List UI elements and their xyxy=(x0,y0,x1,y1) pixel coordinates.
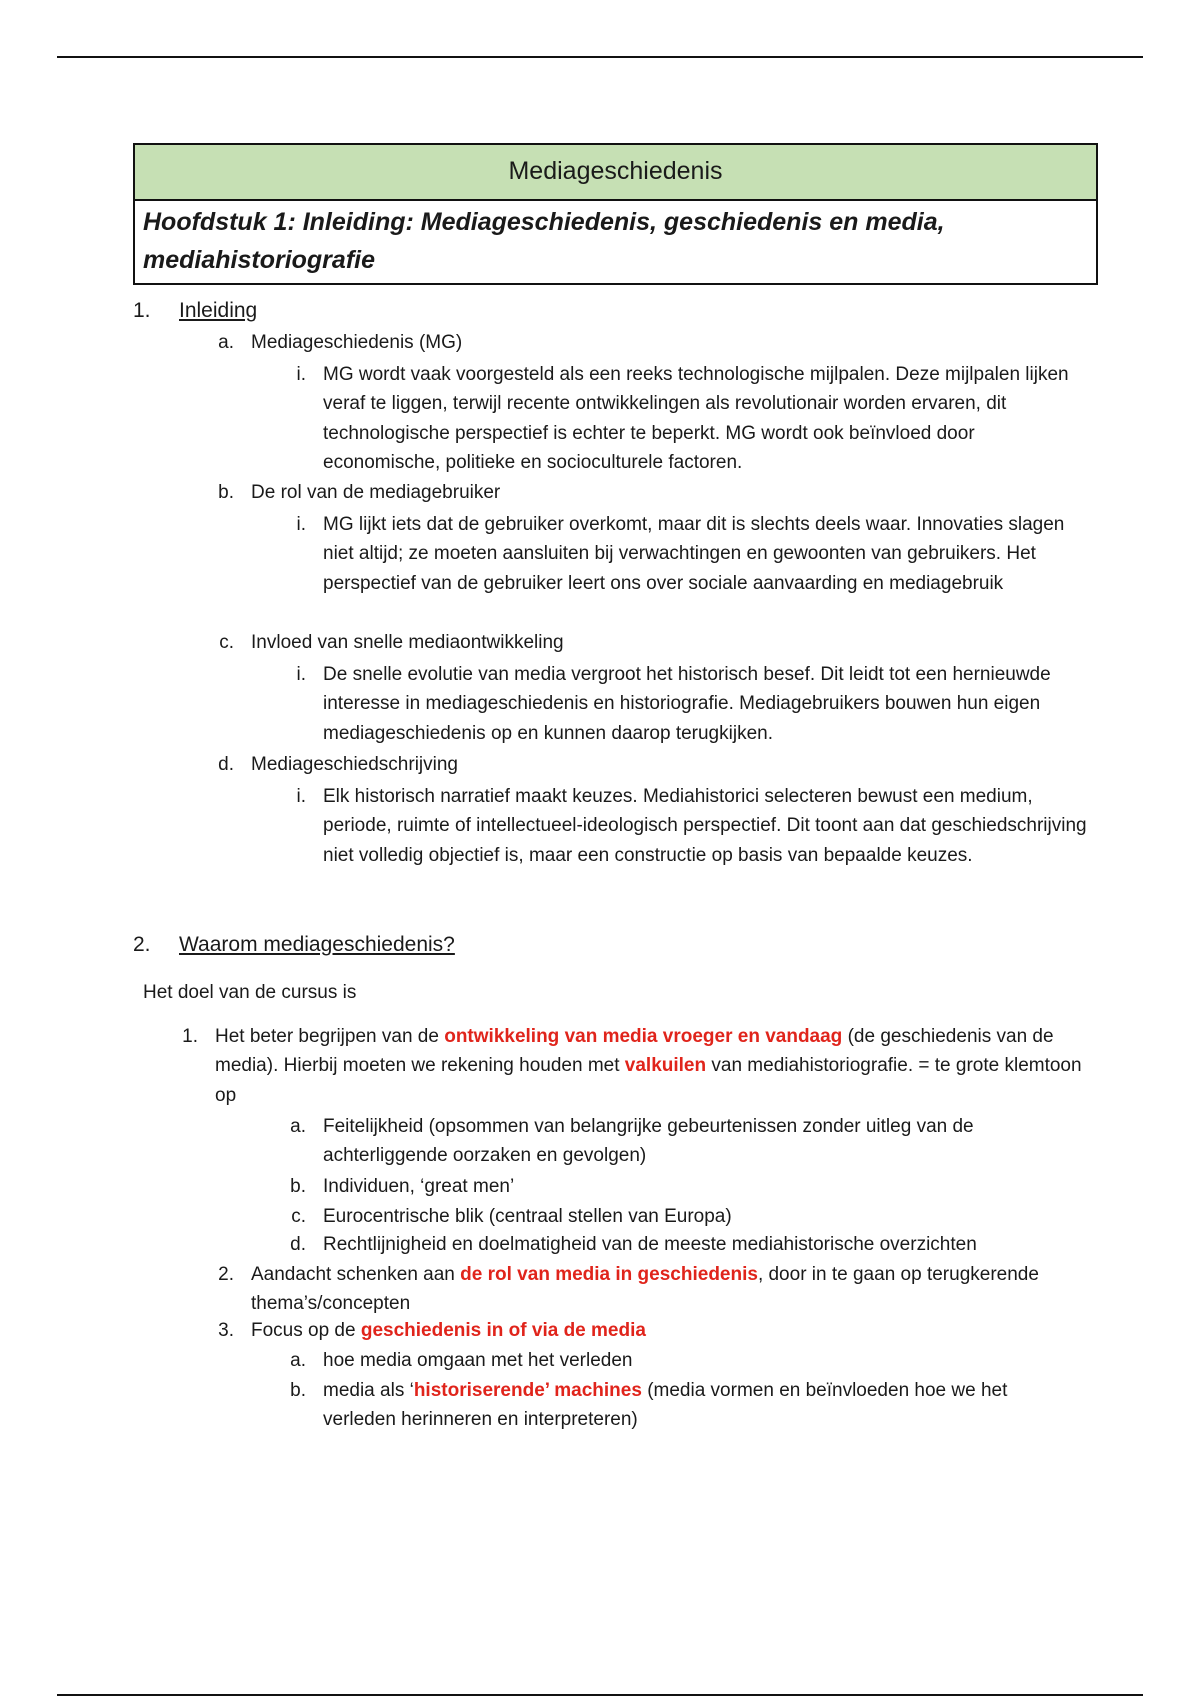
goal-1-mid: (de geschiedenis van de media). Hierbij moeten we rekening houden met xyxy=(215,1026,1054,1077)
item-c-text: De snelle evolutie van media vergroot het historisch besef. Dit leidt tot een hernieuwde interesse in mediageschiedenis en historiografie. Mediagebruikers bouwen hun eigen mediageschiedenis op en kunnen daarop terugkijken. xyxy=(323,664,1051,744)
goal-1-post: van mediahistoriografie. = te grote klemtoon op xyxy=(215,1055,1082,1106)
section-1-number: 1. xyxy=(133,299,151,322)
goal-1-pre: Het beter begrijpen van de xyxy=(215,1026,445,1047)
goal-3-pre: Focus op de xyxy=(251,1320,361,1341)
item-a-text: MG wordt vaak voorgesteld als een reeks technologische mijlpalen. Deze mijlpalen lijken veraf te liggen, terwijl recente ontwikkelingen als revolutionair worden ervaren, dit technologische perspectief is echter te beperkt. MG wordt ook beïnvloed door economische, politieke en socioculturele factoren. xyxy=(323,364,1069,474)
goal-1-sub-a-text: Feitelijkheid (opsommen van belangrijke gebeurtenissen zonder uitleg van de achterliggende oorzaken en gevolgen) xyxy=(323,1116,974,1167)
section-1-heading: Inleiding xyxy=(179,299,258,322)
goal-2-text xyxy=(251,1260,1091,1319)
goal-2-pre: Aandacht schenken aan xyxy=(251,1264,461,1285)
document-title: Mediageschiedenis xyxy=(135,145,1096,201)
goal-3-sub-b-post: (media vormen en beïnvloeden hoe we het verleden herinneren en interpreteren) xyxy=(323,1380,1008,1431)
goal-3-marker: 3. xyxy=(218,1320,234,1341)
item-c-sub-marker: i. xyxy=(296,664,306,685)
goal-3-sub-b-pre: media als ‘ xyxy=(323,1380,414,1401)
item-b-title: De rol van de mediagebruiker xyxy=(251,482,501,503)
goal-1-sub-b-marker: b. xyxy=(290,1176,306,1197)
item-b-sub-marker: i. xyxy=(296,514,306,535)
goal-3-highlight: geschiedenis in of via de media xyxy=(360,1320,646,1341)
bottom-rule xyxy=(57,1694,1143,1696)
goal-3-sub-b-text xyxy=(323,1376,1083,1435)
item-a-marker: a. xyxy=(218,332,234,353)
title-table xyxy=(133,143,1098,285)
item-a-sub-marker: i. xyxy=(296,364,306,385)
chapter-title: Hoofdstuk 1: Inleiding: Mediageschiedenis, geschiedenis en media, mediahistoriografie xyxy=(143,208,945,274)
item-b-marker: b. xyxy=(218,482,234,503)
goal-1-sub-a-marker: a. xyxy=(290,1116,306,1137)
goal-1-highlight-pitfalls: valkuilen xyxy=(624,1055,707,1077)
goal-3-sub-b-highlight: historiserende’ machines xyxy=(413,1380,642,1401)
item-a-title: Mediageschiedenis (MG) xyxy=(251,332,463,353)
goal-3-text xyxy=(251,1316,646,1345)
goal-1-sub-b-text: Individuen, ‘great men’ xyxy=(323,1176,515,1197)
item-d-text: Elk historisch narratief maakt keuzes. Mediahistorici selecteren bewust een medium, periode, ruimte of intellectueel-ideologisch perspectief. Dit toont aan dat geschiedschrijving niet volledig objectief is, maar een constructie op basis van bepaalde keuzes. xyxy=(323,786,1087,866)
section-2-heading: Waarom mediageschiedenis? xyxy=(179,933,455,956)
goal-1-sub-d-text: Rechtlijnigheid en doelmatigheid van de meeste mediahistorische overzichten xyxy=(323,1234,977,1255)
item-d-marker: d. xyxy=(218,754,234,775)
item-b-text: MG lijkt iets dat de gebruiker overkomt, maar dit is slechts deels waar. Innovaties slagen niet altijd; ze moeten aansluiten bij verwachtingen en gewoonten van gebruikers. Het perspectief van de gebruiker leert ons over sociale aanvaarding en mediagebruik xyxy=(323,514,1065,594)
item-c-title: Invloed van snelle mediaontwikkeling xyxy=(251,632,564,653)
goal-3-sub-a-text: hoe media omgaan met het verleden xyxy=(323,1350,633,1371)
section-2-intro: Het doel van de cursus is xyxy=(143,982,357,1003)
goal-1-text xyxy=(215,1022,1095,1110)
goal-1-sub-c-text: Eurocentrische blik (centraal stellen van Europa) xyxy=(323,1206,732,1227)
goal-1-sub-c-marker: c. xyxy=(291,1206,306,1227)
goal-2-highlight: de rol van media in geschiedenis xyxy=(460,1264,758,1285)
item-d-sub-marker: i. xyxy=(296,786,306,807)
item-c-marker: c. xyxy=(219,632,234,653)
goal-1-marker: 1. xyxy=(182,1026,198,1047)
goal-1-highlight-development: ontwikkeling van media vroeger en vandaag xyxy=(444,1026,843,1047)
top-rule xyxy=(57,56,1143,58)
goal-3-sub-a-marker: a. xyxy=(290,1350,306,1371)
item-d-title: Mediageschiedschrijving xyxy=(251,754,458,775)
goal-2-marker: 2. xyxy=(218,1264,234,1285)
goal-2-post: , door in te gaan op terugkerende thema’s/concepten xyxy=(251,1264,1039,1315)
goal-1-sub-d-marker: d. xyxy=(290,1234,306,1255)
section-2-number: 2. xyxy=(133,933,151,956)
goal-3-sub-b-marker: b. xyxy=(290,1380,306,1401)
